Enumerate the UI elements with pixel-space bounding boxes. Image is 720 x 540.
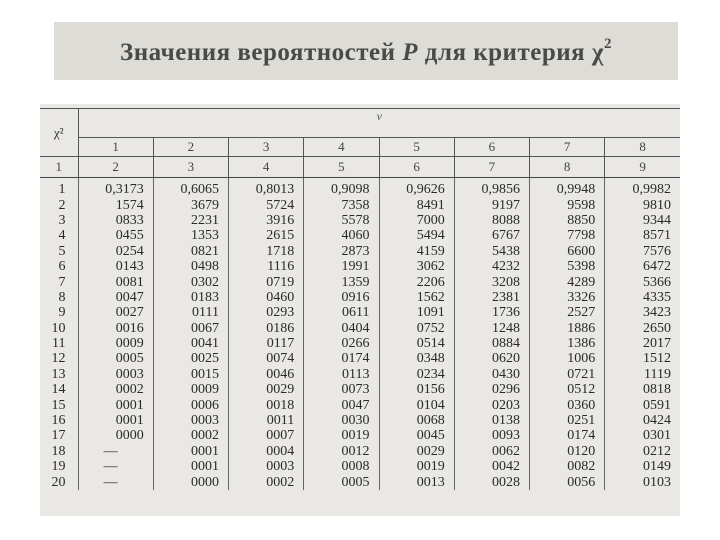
table-cell: 0183: [153, 290, 228, 305]
table-cell: 1386: [530, 336, 605, 351]
table-cell: 0251: [530, 413, 605, 428]
table-cell: 0062: [454, 444, 529, 459]
table-cell: 4289: [530, 274, 605, 289]
column-header-2: 2: [153, 138, 228, 157]
chi-squared-header: χ²: [40, 109, 78, 157]
table-cell: 0254: [78, 244, 153, 259]
table-cell: 1736: [454, 305, 529, 320]
table-cell: 0,9626: [379, 178, 454, 198]
table-cell: 2381: [454, 290, 529, 305]
table-cell: 0001: [153, 459, 228, 474]
chi-squared-value: 11: [52, 336, 66, 352]
table-cell: 0348: [379, 351, 454, 366]
table-cell: 9810: [605, 197, 680, 212]
table-cell: 0005: [304, 474, 379, 489]
table-cell: 0030: [304, 413, 379, 428]
table-cell: 0120: [530, 444, 605, 459]
table-cell: 4335: [605, 290, 680, 305]
chi-squared-value: 14: [51, 382, 66, 398]
table-cell: 9598: [530, 197, 605, 212]
table-cell: 0296: [454, 382, 529, 397]
table-cell: 0301: [605, 428, 680, 443]
table-cell: 0104: [379, 397, 454, 412]
chi-squared-value: 15: [51, 397, 66, 413]
table-cell: 0081: [78, 274, 153, 289]
table-cell: 5398: [530, 259, 605, 274]
table-cell: 3679: [153, 197, 228, 212]
table-row: [40, 244, 680, 259]
column-number-5: 5: [304, 157, 379, 178]
table-cell: 2615: [229, 228, 304, 243]
table-cell: 0067: [153, 321, 228, 336]
table-cell: 0001: [78, 397, 153, 412]
table-cell: 3208: [454, 274, 529, 289]
chi-squared-value: 1: [58, 182, 66, 198]
table-row: [40, 336, 680, 351]
table-cell: 3916: [229, 213, 304, 228]
table-cell: 9197: [454, 197, 529, 212]
table-cell: 0404: [304, 321, 379, 336]
table-cell: 0015: [153, 367, 228, 382]
table-cell: 1512: [605, 351, 680, 366]
table-cell: 0113: [304, 367, 379, 382]
nu-header: ν: [78, 109, 680, 138]
column-header-8: 8: [605, 138, 680, 157]
table-cell: 0,8013: [229, 178, 304, 198]
table-cell: 5366: [605, 274, 680, 289]
table-cell: 8088: [454, 213, 529, 228]
table-row: [40, 459, 680, 474]
table-cell: 8571: [605, 228, 680, 243]
table-cell: 5438: [454, 244, 529, 259]
table-row: [40, 213, 680, 228]
title-symbol-p: P: [402, 38, 419, 66]
table-cell: 0093: [454, 428, 529, 443]
table-cell: 0027: [78, 305, 153, 320]
table-cell: 0003: [153, 413, 228, 428]
table-cell: 5494: [379, 228, 454, 243]
table-cell: 0068: [379, 413, 454, 428]
probability-table: [40, 108, 680, 490]
table-cell: 0018: [229, 397, 304, 412]
table-cell: 0514: [379, 336, 454, 351]
table-cell: 0002: [153, 428, 228, 443]
chi-squared-value: 12: [51, 351, 66, 367]
column-header-1: 1: [78, 138, 153, 157]
table-cell: 1718: [229, 244, 304, 259]
table-cell: 5724: [229, 197, 304, 212]
table-row: [40, 474, 680, 489]
table-cell: 7798: [530, 228, 605, 243]
table-row: [40, 274, 680, 289]
column-header-4: 4: [304, 138, 379, 157]
table-cell: 0001: [153, 444, 228, 459]
table-cell: 0174: [304, 351, 379, 366]
table-cell: 7358: [304, 197, 379, 212]
column-number-9: 9: [605, 157, 680, 178]
table-cell: 0430: [454, 367, 529, 382]
table-cell: 0512: [530, 382, 605, 397]
table-cell: 0045: [379, 428, 454, 443]
table-cell: 0013: [379, 474, 454, 489]
table-cell: 0138: [454, 413, 529, 428]
table-cell: 2527: [530, 305, 605, 320]
column-numbering-row: [40, 157, 680, 178]
table-cell: 0009: [78, 336, 153, 351]
table-cell: 0174: [530, 428, 605, 443]
table-cell: 2231: [153, 213, 228, 228]
table-row: [40, 397, 680, 412]
column-header-6: 6: [454, 138, 529, 157]
table-cell: 4232: [454, 259, 529, 274]
table-cell: 0004: [229, 444, 304, 459]
table-cell: 0149: [605, 459, 680, 474]
table-cell: —: [78, 474, 153, 489]
table-cell: 0103: [605, 474, 680, 489]
table-cell: 0,9098: [304, 178, 379, 198]
title-chi: χ: [591, 38, 604, 66]
table-cell: 0082: [530, 459, 605, 474]
table-cell: 0005: [78, 351, 153, 366]
table-cell: 1886: [530, 321, 605, 336]
table-cell: 0029: [229, 382, 304, 397]
table-cell: 0186: [229, 321, 304, 336]
column-header-row: [40, 138, 680, 157]
title-band: [54, 22, 678, 80]
table-row: [40, 305, 680, 320]
table-cell: 0203: [454, 397, 529, 412]
table-cell: 0143: [78, 259, 153, 274]
table-row: [40, 290, 680, 305]
table-cell: 0266: [304, 336, 379, 351]
table-cell: 0000: [153, 474, 228, 489]
table-cell: 0,9948: [530, 178, 605, 198]
table-cell: 0025: [153, 351, 228, 366]
table-cell: 1091: [379, 305, 454, 320]
table-row: [40, 321, 680, 336]
table-cell: 0074: [229, 351, 304, 366]
column-number-2: 2: [78, 157, 153, 178]
table-cell: 6472: [605, 259, 680, 274]
chi-squared-value: 20: [51, 474, 66, 490]
title-exponent: 2: [603, 35, 612, 52]
table-cell: 3423: [605, 305, 680, 320]
column-number-4: 4: [229, 157, 304, 178]
column-number-8: 8: [530, 157, 605, 178]
table-cell: 0,3173: [78, 178, 153, 198]
table-cell: 0212: [605, 444, 680, 459]
table-cell: 1353: [153, 228, 228, 243]
table-cell: 0821: [153, 244, 228, 259]
table-cell: 7576: [605, 244, 680, 259]
table-cell: 0003: [78, 367, 153, 382]
table-row: [40, 351, 680, 366]
chi-squared-value: 4: [58, 228, 66, 244]
table-row: [40, 259, 680, 274]
table-cell: 0047: [78, 290, 153, 305]
table-cell: 0818: [605, 382, 680, 397]
table-cell: 1248: [454, 321, 529, 336]
table-cell: 6767: [454, 228, 529, 243]
column-header-3: 3: [229, 138, 304, 157]
table-cell: 0042: [454, 459, 529, 474]
table-cell: 0591: [605, 397, 680, 412]
chi-squared-value: 9: [58, 305, 66, 321]
table-cell: 0460: [229, 290, 304, 305]
table-cell: 0117: [229, 336, 304, 351]
chi-squared-value: 2: [58, 197, 66, 213]
table-cell: 0721: [530, 367, 605, 382]
table-row: [40, 413, 680, 428]
table-cell: 0,6065: [153, 178, 228, 198]
table-cell: 1574: [78, 197, 153, 212]
table-cell: 9344: [605, 213, 680, 228]
table-row: [40, 228, 680, 243]
table-cell: 0916: [304, 290, 379, 305]
table-cell: 0455: [78, 228, 153, 243]
table-row: [40, 367, 680, 382]
table-cell: 0012: [304, 444, 379, 459]
table-cell: 1006: [530, 351, 605, 366]
table-cell: 3062: [379, 259, 454, 274]
table-cell: 0,9982: [605, 178, 680, 198]
chi-squared-value: 3: [58, 212, 66, 228]
table-cell: 5578: [304, 213, 379, 228]
table-cell: 0016: [78, 321, 153, 336]
title-middle: для критерия: [424, 38, 586, 66]
table-row: [40, 444, 680, 459]
table-cell: 0611: [304, 305, 379, 320]
table-cell: 8491: [379, 197, 454, 212]
chi-squared-value: 13: [51, 366, 66, 382]
chi-squared-value: 6: [58, 259, 66, 275]
table-cell: 3326: [530, 290, 605, 305]
table-cell: 0047: [304, 397, 379, 412]
table-cell: 0234: [379, 367, 454, 382]
table-cell: 0002: [229, 474, 304, 489]
table-cell: 0041: [153, 336, 228, 351]
table-cell: 1562: [379, 290, 454, 305]
table-cell: 1991: [304, 259, 379, 274]
column-header-7: 7: [530, 138, 605, 157]
table-cell: 6600: [530, 244, 605, 259]
table-row: [40, 178, 680, 198]
chi-squared-value: 7: [58, 274, 66, 290]
table-cell: 0752: [379, 321, 454, 336]
table-cell: 0006: [153, 397, 228, 412]
table-cell: —: [78, 444, 153, 459]
table-cell: 0019: [379, 459, 454, 474]
table-cell: 0424: [605, 413, 680, 428]
table-cell: 0003: [229, 459, 304, 474]
table-row: [40, 428, 680, 443]
table-cell: 0028: [454, 474, 529, 489]
column-header-5: 5: [379, 138, 454, 157]
table-cell: 0009: [153, 382, 228, 397]
table-cell: 0302: [153, 274, 228, 289]
chi-squared-value: 19: [51, 459, 66, 475]
table-cell: 0007: [229, 428, 304, 443]
title-prefix: Значения вероятностей: [120, 38, 396, 66]
table-row: [40, 382, 680, 397]
chi-squared-value: 17: [51, 428, 66, 444]
table-cell: 1116: [229, 259, 304, 274]
table-cell: 0056: [530, 474, 605, 489]
table-row: [40, 197, 680, 212]
table-cell: 2017: [605, 336, 680, 351]
table-cell: 0073: [304, 382, 379, 397]
table-cell: 0,9856: [454, 178, 529, 198]
table-cell: 0111: [153, 305, 228, 320]
table-cell: 0293: [229, 305, 304, 320]
table-sheet: [40, 104, 680, 516]
table-cell: 2873: [304, 244, 379, 259]
table-cell: 0884: [454, 336, 529, 351]
column-number-3: 3: [153, 157, 228, 178]
chi-squared-value: 10: [51, 320, 66, 336]
column-number-1: 1: [40, 157, 78, 178]
table-cell: 0029: [379, 444, 454, 459]
chi-squared-value: 5: [58, 243, 66, 259]
table-cell: 0000: [78, 428, 153, 443]
table-cell: 0833: [78, 213, 153, 228]
table-cell: 0019: [304, 428, 379, 443]
table-cell: 2206: [379, 274, 454, 289]
table-cell: 0620: [454, 351, 529, 366]
table-cell: 8850: [530, 213, 605, 228]
table-cell: 0498: [153, 259, 228, 274]
table-cell: 1359: [304, 274, 379, 289]
table-cell: 0719: [229, 274, 304, 289]
table-cell: 0156: [379, 382, 454, 397]
table-cell: 0011: [229, 413, 304, 428]
table-cell: 2650: [605, 321, 680, 336]
chi-squared-value: 18: [51, 443, 66, 459]
column-number-7: 7: [454, 157, 529, 178]
chi-squared-value: 16: [51, 413, 66, 429]
table-cell: 0046: [229, 367, 304, 382]
table-cell: 0002: [78, 382, 153, 397]
column-number-6: 6: [379, 157, 454, 178]
table-cell: 7000: [379, 213, 454, 228]
table-cell: 0360: [530, 397, 605, 412]
table-cell: 4159: [379, 244, 454, 259]
page-title: [120, 36, 612, 67]
table-cell: —: [78, 459, 153, 474]
table-cell: 0001: [78, 413, 153, 428]
table-cell: 4060: [304, 228, 379, 243]
chi-squared-value: 8: [58, 289, 66, 305]
table-cell: 0008: [304, 459, 379, 474]
table-cell: 1119: [605, 367, 680, 382]
